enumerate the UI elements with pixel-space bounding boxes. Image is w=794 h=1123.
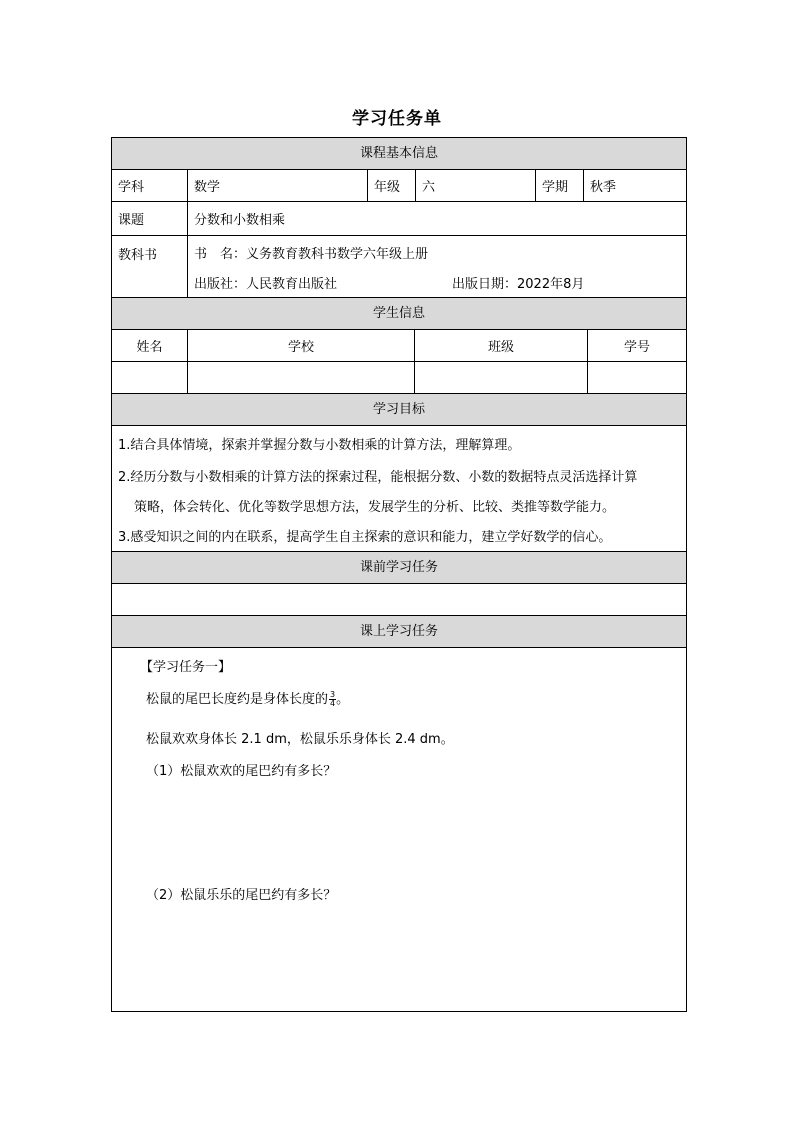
question-2: （2）松鼠乐乐的尾巴约有多长？ [146,888,337,903]
objectives-header: 学习目标 [112,394,686,426]
grade-value: 六 [416,170,536,201]
subject-label: 学科 [112,170,188,201]
textbook-label: 教科书 [112,236,188,297]
student-info-columns [112,330,686,362]
objective-item-1: 1.结合具体情境，探索并掌握分数与小数相乘的计算方法，理解算理。 [118,438,521,453]
in-class-content [112,648,686,1011]
topic-value: 分数和小数相乘 [194,213,286,228]
objective-item-2: 2.经历分数与小数相乘的计算方法的探索过程，能根据分数、小数的数据特点灵活选择计算 [118,470,638,485]
publisher: 出版社：人民教育出版社 [194,277,338,292]
page-title: 学习任务单 [352,109,442,129]
topic-label: 课题 [112,202,188,235]
column-student-id: 学号 [623,340,650,355]
task-sheet-table [111,137,687,1012]
course-info-header: 课程基本信息 [112,138,686,170]
objective-item-2-continued: 策略，体会转化、优化等数学思想方法，发展学生的分析、比较、类推等数学能力。 [134,500,616,515]
column-class: 班级 [415,330,588,361]
topic-row [112,202,686,236]
publication-date: 出版日期：2022年8月 [452,277,585,292]
in-class-header: 课上学习任务 [112,616,686,648]
task-line-2: 松鼠欢欢身体长 2.1 dm，松鼠乐乐身体长 2.4 dm。 [146,732,454,747]
student-info-header: 学生信息 [112,298,686,330]
column-school: 学校 [188,330,415,361]
student-info-blank-row [112,362,686,394]
student-id-field[interactable] [588,362,686,393]
school-field[interactable] [188,362,415,393]
term-value: 秋季 [590,180,617,195]
subject-row [112,170,686,202]
fraction-denominator: 4 [330,699,336,708]
task-line-1 [146,688,349,708]
task-line-1-end: 。 [336,692,350,707]
fraction-numerator: 3 [330,690,336,699]
subject-value: 数学 [188,170,368,201]
objectives-body [112,426,686,552]
class-field[interactable] [415,362,588,393]
term-label: 学期 [536,170,584,201]
pre-class-header: 课前学习任务 [112,552,686,584]
objective-item-3: 3.感受知识之间的内在联系，提高学生自主探索的意识和能力，建立学好数学的信心。 [118,530,612,545]
pre-class-content[interactable] [112,584,686,616]
textbook-row [112,236,686,298]
column-name: 姓名 [112,330,188,361]
grade-label: 年级 [368,170,416,201]
book-name: 书 名：义务教育教科书数学六年级上册 [194,247,429,262]
name-field[interactable] [112,362,188,393]
task-title: 【学习任务一】 [140,660,232,675]
question-1: （1）松鼠欢欢的尾巴约有多长？ [146,764,337,779]
task-line-1-text: 松鼠的尾巴长度约是身体长度的 [146,692,329,707]
